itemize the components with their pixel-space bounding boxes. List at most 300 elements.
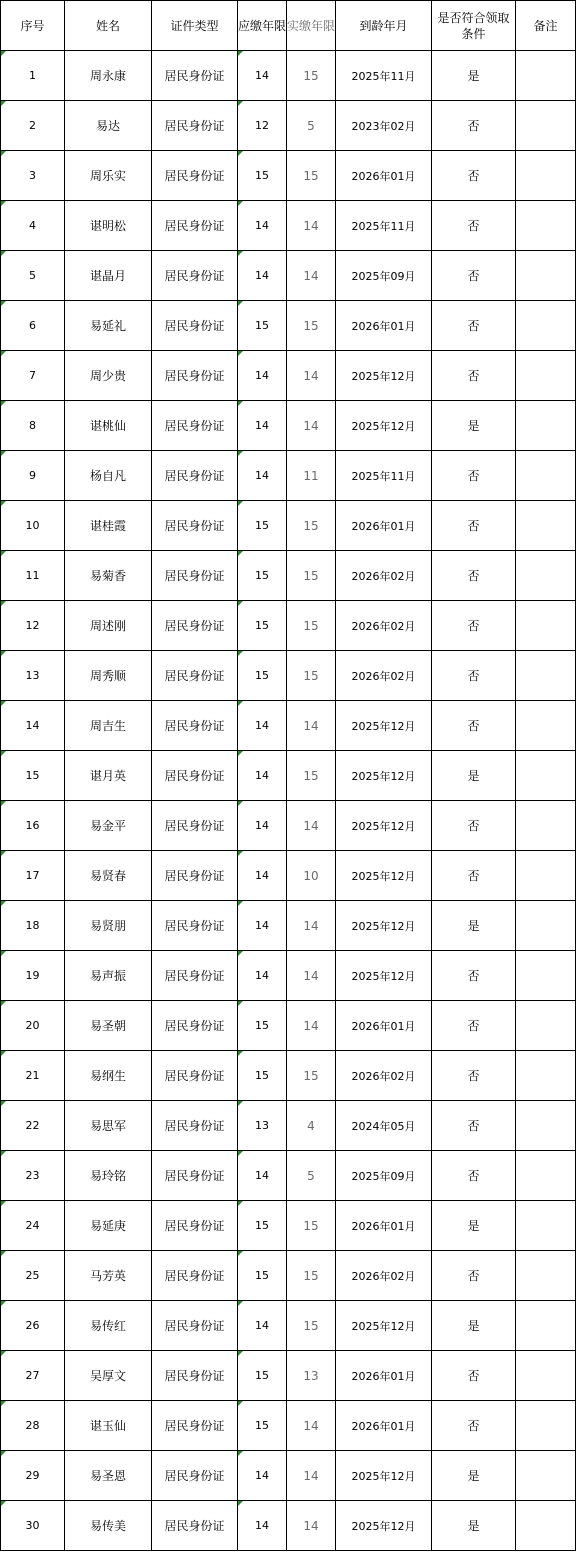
cell-name-text: 易贤朋 <box>89 919 126 933</box>
cell-paid-years-text: 14 <box>303 718 319 733</box>
cell-paid-years-text: 15 <box>303 68 319 83</box>
cell-id-type <box>152 751 238 801</box>
cell-marker-icon <box>238 151 243 156</box>
cell-seq-text: 1 <box>29 69 36 82</box>
cell-paid-years-text: 14 <box>303 918 319 933</box>
cell-required-years <box>238 901 287 951</box>
cell-marker-icon <box>1 701 6 706</box>
cell-paid-years-text: 14 <box>303 368 319 383</box>
cell-id-type <box>152 401 238 451</box>
cell-marker-icon <box>238 501 243 506</box>
cell-paid-years-text: 15 <box>303 1318 319 1333</box>
cell-name-text: 周秀顺 <box>89 669 126 683</box>
header-qualified: 是否符合领取条件 <box>432 1 516 51</box>
cell-qualified <box>432 351 516 401</box>
cell-age-month-text: 2026年01月 <box>351 319 416 333</box>
cell-age-month-text: 2025年12月 <box>351 1319 416 1333</box>
cell-name <box>65 1501 152 1551</box>
cell-seq <box>1 101 65 151</box>
cell-required-years-text: 15 <box>255 319 269 332</box>
cell-seq-text: 18 <box>25 919 40 932</box>
cell-age-month <box>336 51 432 101</box>
cell-id-type <box>152 901 238 951</box>
cell-paid-years-text: 15 <box>303 618 319 633</box>
cell-name-text: 易菊香 <box>89 569 126 583</box>
cell-name <box>65 1451 152 1501</box>
cell-seq-text: 12 <box>25 619 40 632</box>
cell-age-month <box>336 1051 432 1101</box>
cell-qualified-text: 否 <box>467 819 480 833</box>
cell-paid-years-text: 15 <box>303 568 319 583</box>
cell-qualified-text: 否 <box>467 719 480 733</box>
cell-remark <box>516 1301 576 1351</box>
cell-remark <box>516 601 576 651</box>
cell-required-years-text: 14 <box>255 919 269 932</box>
cell-id-type <box>152 651 238 701</box>
cell-remark <box>516 751 576 801</box>
cell-qualified <box>432 451 516 501</box>
cell-qualified <box>432 601 516 651</box>
cell-age-month <box>336 951 432 1001</box>
cell-required-years <box>238 151 287 201</box>
cell-paid-years-text: 14 <box>303 968 319 983</box>
header-remark: 备注 <box>516 1 576 51</box>
cell-remark <box>516 51 576 101</box>
cell-remark <box>516 301 576 351</box>
cell-age-month <box>336 1101 432 1151</box>
cell-required-years-text: 14 <box>255 369 269 382</box>
cell-age-month <box>336 1001 432 1051</box>
cell-remark <box>516 1351 576 1401</box>
cell-name-text: 谌晶月 <box>89 269 126 283</box>
cell-age-month-text: 2026年01月 <box>351 1219 416 1233</box>
cell-marker-icon <box>1 501 6 506</box>
cell-marker-icon <box>238 601 243 606</box>
cell-id-type <box>152 1201 238 1251</box>
cell-marker-icon <box>1 351 6 356</box>
cell-name-text: 易延礼 <box>89 319 126 333</box>
cell-id-type-text: 居民身份证 <box>164 269 225 283</box>
header-seq: 序号 <box>1 1 65 51</box>
cell-required-years <box>238 1351 287 1401</box>
header-row <box>1 1 576 51</box>
cell-qualified-text: 是 <box>467 1469 480 1483</box>
cell-marker-icon <box>1 1151 6 1156</box>
cell-id-type-text: 居民身份证 <box>164 69 225 83</box>
cell-id-type-text: 居民身份证 <box>164 1219 225 1233</box>
cell-required-years <box>238 1101 287 1151</box>
cell-age-month-text: 2025年12月 <box>351 869 416 883</box>
cell-remark <box>516 201 576 251</box>
cell-paid-years-text: 10 <box>303 868 319 883</box>
cell-paid-years-text: 14 <box>303 1018 319 1033</box>
cell-age-month-text: 2025年12月 <box>351 1469 416 1483</box>
cell-id-type-text: 居民身份证 <box>164 169 225 183</box>
cell-name <box>65 301 152 351</box>
cell-age-month <box>336 751 432 801</box>
cell-seq-text: 9 <box>29 469 36 482</box>
cell-id-type <box>152 601 238 651</box>
cell-qualified <box>432 101 516 151</box>
cell-qualified-text: 是 <box>467 919 480 933</box>
cell-id-type-text: 居民身份证 <box>164 469 225 483</box>
cell-name-text: 易思军 <box>89 1119 126 1133</box>
cell-marker-icon <box>238 1501 243 1506</box>
cell-required-years-text: 14 <box>255 969 269 982</box>
cell-paid-years <box>287 1351 336 1401</box>
cell-id-type-text: 居民身份证 <box>164 1469 225 1483</box>
cell-remark <box>516 701 576 751</box>
cell-seq-text: 10 <box>25 519 40 532</box>
cell-paid-years <box>287 351 336 401</box>
cell-remark <box>516 1051 576 1101</box>
table-row <box>1 551 576 601</box>
cell-age-month <box>336 1451 432 1501</box>
cell-name <box>65 201 152 251</box>
cell-age-month <box>336 301 432 351</box>
cell-paid-years <box>287 1251 336 1301</box>
cell-age-month <box>336 701 432 751</box>
cell-marker-icon <box>1 1101 6 1106</box>
header-id-type: 证件类型 <box>152 1 238 51</box>
cell-paid-years-text: 14 <box>303 1418 319 1433</box>
cell-name-text: 易达 <box>95 119 120 133</box>
table-row <box>1 1251 576 1301</box>
cell-qualified <box>432 1051 516 1101</box>
cell-remark <box>516 651 576 701</box>
cell-seq <box>1 601 65 651</box>
cell-paid-years-text: 14 <box>303 268 319 283</box>
cell-age-month-text: 2025年12月 <box>351 369 416 383</box>
cell-qualified-text: 否 <box>467 969 480 983</box>
cell-marker-icon <box>238 101 243 106</box>
cell-id-type <box>152 451 238 501</box>
table-row <box>1 651 576 701</box>
cell-required-years-text: 14 <box>255 1519 269 1532</box>
cell-id-type <box>152 801 238 851</box>
cell-marker-icon <box>1 401 6 406</box>
cell-age-month-text: 2026年01月 <box>351 519 416 533</box>
cell-qualified <box>432 1501 516 1551</box>
cell-marker-icon <box>1 451 6 456</box>
cell-required-years <box>238 201 287 251</box>
cell-required-years-text: 14 <box>255 269 269 282</box>
table-row <box>1 451 576 501</box>
cell-paid-years-text: 15 <box>303 768 319 783</box>
cell-name <box>65 351 152 401</box>
cell-marker-icon <box>238 451 243 456</box>
cell-remark <box>516 1001 576 1051</box>
cell-qualified-text: 否 <box>467 1119 480 1133</box>
cell-age-month-text: 2025年12月 <box>351 419 416 433</box>
cell-id-type <box>152 201 238 251</box>
cell-required-years-text: 15 <box>255 1019 269 1032</box>
cell-age-month-text: 2026年01月 <box>351 1019 416 1033</box>
cell-required-years-text: 14 <box>255 1319 269 1332</box>
cell-age-month <box>336 201 432 251</box>
cell-qualified-text: 否 <box>467 1369 480 1383</box>
cell-marker-icon <box>1 201 6 206</box>
cell-marker-icon <box>1 1051 6 1056</box>
header-required-years: 应缴年限 <box>238 1 287 51</box>
cell-seq-text: 11 <box>25 569 40 582</box>
cell-name-text: 易圣恩 <box>89 1469 126 1483</box>
cell-marker-icon <box>1 651 6 656</box>
cell-required-years <box>238 251 287 301</box>
cell-seq <box>1 1001 65 1051</box>
cell-paid-years <box>287 801 336 851</box>
cell-seq-text: 27 <box>25 1369 40 1382</box>
cell-seq-text: 17 <box>25 869 40 882</box>
cell-seq <box>1 1251 65 1301</box>
cell-id-type <box>152 301 238 351</box>
cell-seq-text: 13 <box>25 669 40 682</box>
cell-name-text: 易声振 <box>89 969 126 983</box>
cell-qualified <box>432 401 516 451</box>
cell-required-years <box>238 651 287 701</box>
cell-age-month-text: 2026年01月 <box>351 169 416 183</box>
cell-age-month <box>336 1251 432 1301</box>
table-row <box>1 601 576 651</box>
cell-qualified <box>432 251 516 301</box>
cell-qualified <box>432 51 516 101</box>
cell-id-type-text: 居民身份证 <box>164 769 225 783</box>
cell-qualified <box>432 1251 516 1301</box>
cell-id-type <box>152 851 238 901</box>
cell-seq <box>1 1051 65 1101</box>
cell-name-text: 周永康 <box>89 69 126 83</box>
cell-qualified-text: 否 <box>467 569 480 583</box>
cell-name-text: 谌桃仙 <box>89 419 126 433</box>
cell-marker-icon <box>238 901 243 906</box>
cell-seq <box>1 1201 65 1251</box>
cell-seq-text: 29 <box>25 1469 40 1482</box>
cell-marker-icon <box>1 851 6 856</box>
cell-required-years <box>238 401 287 451</box>
cell-required-years <box>238 601 287 651</box>
cell-age-month <box>336 351 432 401</box>
cell-marker-icon <box>1 551 6 556</box>
cell-paid-years <box>287 551 336 601</box>
cell-marker-icon <box>1 751 6 756</box>
table-row <box>1 201 576 251</box>
cell-marker-icon <box>238 1351 243 1356</box>
cell-marker-icon <box>1 1451 6 1456</box>
cell-age-month-text: 2025年12月 <box>351 769 416 783</box>
cell-qualified <box>432 1201 516 1251</box>
cell-marker-icon <box>238 1451 243 1456</box>
cell-required-years-text: 14 <box>255 819 269 832</box>
cell-name-text: 马芳英 <box>89 1269 126 1283</box>
cell-name <box>65 551 152 601</box>
cell-qualified-text: 否 <box>467 1169 480 1183</box>
table-row <box>1 1101 576 1151</box>
cell-required-years <box>238 1301 287 1351</box>
cell-name-text: 谌月英 <box>89 769 126 783</box>
cell-marker-icon <box>238 401 243 406</box>
cell-qualified <box>432 651 516 701</box>
table-row <box>1 751 576 801</box>
cell-name <box>65 951 152 1001</box>
cell-id-type <box>152 1501 238 1551</box>
cell-age-month <box>336 151 432 201</box>
cell-marker-icon <box>238 301 243 306</box>
cell-age-month <box>336 901 432 951</box>
cell-age-month-text: 2023年02月 <box>351 119 416 133</box>
cell-qualified <box>432 951 516 1001</box>
cell-qualified <box>432 201 516 251</box>
cell-name <box>65 51 152 101</box>
cell-id-type <box>152 501 238 551</box>
cell-name <box>65 1301 152 1351</box>
cell-id-type-text: 居民身份证 <box>164 869 225 883</box>
cell-name-text: 易金平 <box>89 819 126 833</box>
cell-age-month <box>336 1201 432 1251</box>
cell-paid-years-text: 4 <box>307 1118 315 1133</box>
cell-seq-text: 23 <box>25 1169 40 1182</box>
cell-paid-years <box>287 251 336 301</box>
table-body <box>1 51 576 1551</box>
cell-age-month <box>336 651 432 701</box>
cell-marker-icon <box>238 1401 243 1406</box>
cell-marker-icon <box>1 801 6 806</box>
cell-name-text: 易延庚 <box>89 1219 126 1233</box>
cell-id-type-text: 居民身份证 <box>164 419 225 433</box>
cell-id-type-text: 居民身份证 <box>164 1419 225 1433</box>
cell-qualified <box>432 151 516 201</box>
cell-seq <box>1 1501 65 1551</box>
cell-qualified <box>432 1101 516 1151</box>
cell-age-month <box>336 1151 432 1201</box>
cell-qualified-text: 否 <box>467 119 480 133</box>
cell-id-type-text: 居民身份证 <box>164 219 225 233</box>
cell-required-years <box>238 451 287 501</box>
cell-remark <box>516 801 576 851</box>
cell-seq <box>1 1101 65 1151</box>
cell-paid-years <box>287 401 336 451</box>
cell-age-month-text: 2025年11月 <box>351 469 416 483</box>
cell-name <box>65 1151 152 1201</box>
cell-name <box>65 101 152 151</box>
cell-marker-icon <box>238 851 243 856</box>
cell-marker-icon <box>1 51 6 56</box>
cell-qualified-text: 否 <box>467 519 480 533</box>
cell-id-type-text: 居民身份证 <box>164 919 225 933</box>
cell-age-month-text: 2025年12月 <box>351 1519 416 1533</box>
cell-age-month-text: 2025年12月 <box>351 819 416 833</box>
cell-age-month <box>336 1501 432 1551</box>
table-row <box>1 801 576 851</box>
cell-id-type-text: 居民身份证 <box>164 569 225 583</box>
table-row <box>1 951 576 1001</box>
cell-id-type-text: 居民身份证 <box>164 719 225 733</box>
cell-qualified <box>432 1401 516 1451</box>
cell-id-type-text: 居民身份证 <box>164 1319 225 1333</box>
cell-marker-icon <box>238 701 243 706</box>
cell-paid-years-text: 14 <box>303 1468 319 1483</box>
cell-required-years-text: 15 <box>255 1069 269 1082</box>
cell-name <box>65 1101 152 1151</box>
cell-seq-text: 20 <box>25 1019 40 1032</box>
cell-paid-years <box>287 101 336 151</box>
cell-required-years-text: 15 <box>255 1269 269 1282</box>
cell-age-month-text: 2025年11月 <box>351 219 416 233</box>
table-row <box>1 1051 576 1101</box>
cell-paid-years <box>287 1401 336 1451</box>
cell-remark <box>516 1251 576 1301</box>
cell-paid-years <box>287 1301 336 1351</box>
cell-name <box>65 801 152 851</box>
table-row <box>1 1351 576 1401</box>
cell-marker-icon <box>238 351 243 356</box>
cell-marker-icon <box>1 1301 6 1306</box>
table-row <box>1 1501 576 1551</box>
cell-paid-years-text: 14 <box>303 218 319 233</box>
cell-marker-icon <box>238 251 243 256</box>
cell-remark <box>516 251 576 301</box>
cell-seq <box>1 551 65 601</box>
cell-qualified-text: 否 <box>467 219 480 233</box>
cell-qualified <box>432 1351 516 1401</box>
cell-required-years-text: 14 <box>255 69 269 82</box>
cell-qualified-text: 否 <box>467 1019 480 1033</box>
cell-marker-icon <box>238 201 243 206</box>
cell-age-month <box>336 451 432 501</box>
cell-paid-years <box>287 451 336 501</box>
cell-remark <box>516 351 576 401</box>
cell-seq <box>1 351 65 401</box>
cell-name-text: 周述刚 <box>89 619 126 633</box>
cell-id-type <box>152 1151 238 1201</box>
cell-paid-years-text: 15 <box>303 1218 319 1233</box>
cell-paid-years-text: 14 <box>303 418 319 433</box>
cell-marker-icon <box>238 1301 243 1306</box>
cell-name <box>65 251 152 301</box>
cell-remark <box>516 1201 576 1251</box>
cell-required-years-text: 15 <box>255 1419 269 1432</box>
cell-required-years-text: 14 <box>255 419 269 432</box>
cell-qualified-text: 否 <box>467 369 480 383</box>
cell-required-years <box>238 551 287 601</box>
cell-required-years-text: 15 <box>255 169 269 182</box>
cell-age-month-text: 2025年11月 <box>351 69 416 83</box>
cell-qualified-text: 是 <box>467 69 480 83</box>
cell-age-month-text: 2025年09月 <box>351 269 416 283</box>
cell-required-years <box>238 1001 287 1051</box>
cell-paid-years <box>287 501 336 551</box>
table-row <box>1 251 576 301</box>
cell-qualified-text: 否 <box>467 619 480 633</box>
cell-id-type-text: 居民身份证 <box>164 1069 225 1083</box>
cell-age-month <box>336 1351 432 1401</box>
cell-seq-text: 21 <box>25 1069 40 1082</box>
cell-id-type-text: 居民身份证 <box>164 669 225 683</box>
cell-required-years-text: 14 <box>255 769 269 782</box>
cell-id-type <box>152 551 238 601</box>
cell-id-type <box>152 351 238 401</box>
cell-marker-icon <box>1 601 6 606</box>
cell-name-text: 易玲铭 <box>89 1169 126 1183</box>
cell-marker-icon <box>238 951 243 956</box>
table-row <box>1 901 576 951</box>
cell-qualified <box>432 1451 516 1501</box>
cell-remark <box>516 151 576 201</box>
cell-id-type <box>152 951 238 1001</box>
cell-age-month <box>336 1401 432 1451</box>
cell-paid-years <box>287 1201 336 1251</box>
cell-id-type <box>152 101 238 151</box>
cell-name-text: 周乐实 <box>89 169 126 183</box>
